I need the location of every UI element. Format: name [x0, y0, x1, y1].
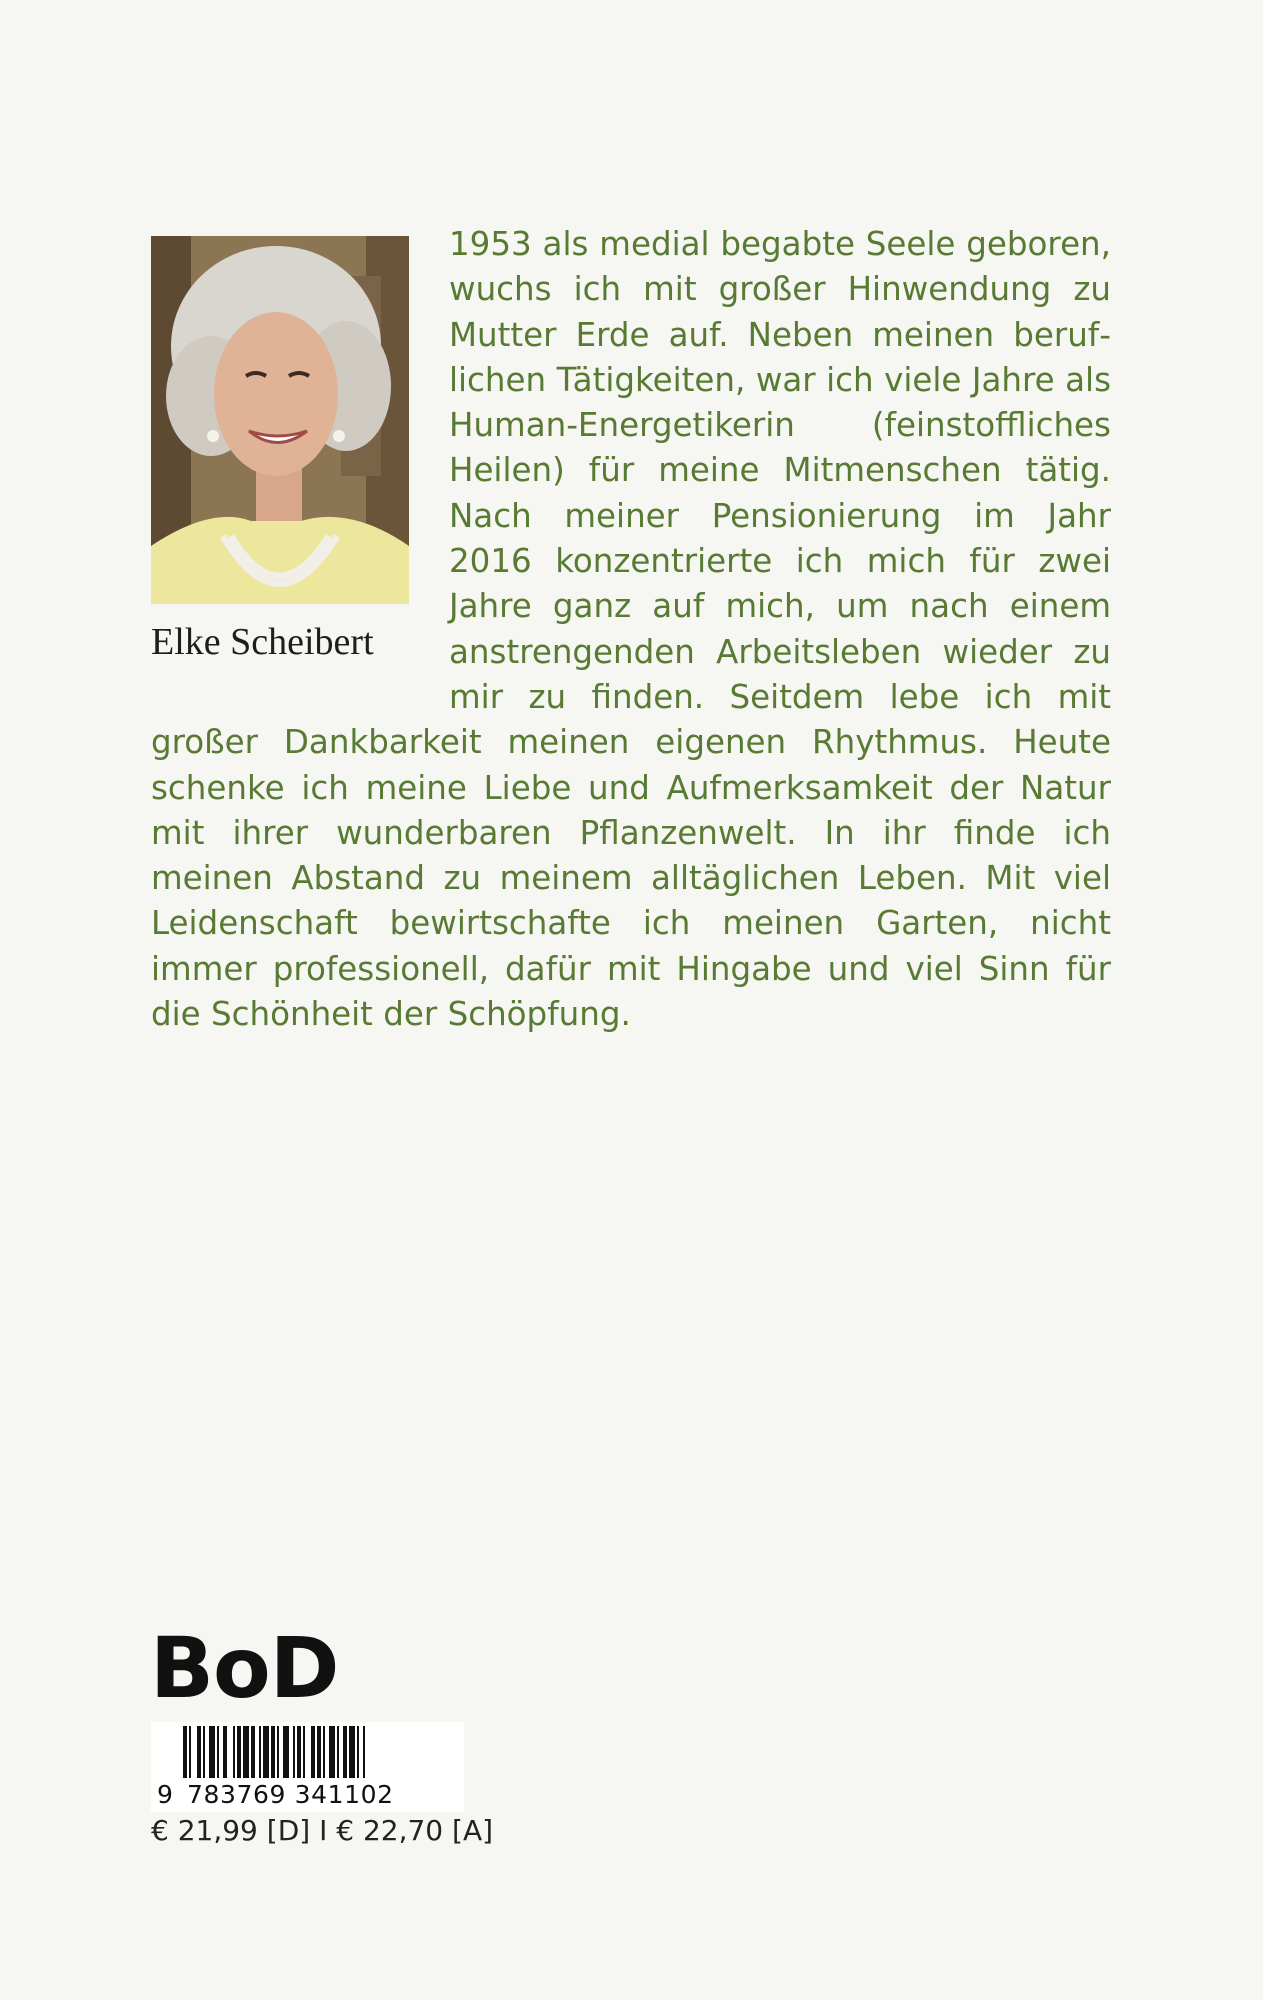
barcode-bar: [189, 1726, 191, 1778]
barcode-bars: [181, 1726, 443, 1778]
isbn-barcode: [151, 1722, 464, 1812]
barcode-bar: [223, 1726, 227, 1778]
barcode-bar: [363, 1726, 365, 1778]
barcode-bar: [237, 1726, 241, 1778]
barcode-bar: [183, 1726, 187, 1778]
author-bio-text: 1953 als medial begabte Seele geboren, wuchs ich mit großer Hinwendung zu Mutter Erde auf. Neben meinen beruflichen Tätigkeiten, war ich viele Jahre als Human-Energetikerin (feinstoffliches Heilen) für meine Mitmenschen tätig. Nach meiner Pensionierung im Jahr 2016 konzentrierte ich mich für zwei Jahre ganz auf mich, um nach einem anstrengenden Arbeitsleben wieder zu mir zu finden. Seitdem lebe ich mit großer Dankbarkeit meinen eigenen Rhythmus. Heute schenke ich meine Liebe und Aufmerksamkeit der Natur mit ihrer wunderbaren Pflanzenwelt. In ihr finde ich meinen Abstand zu meinem alltäglichen Leben. Mit viel Leidenschaft bewirtschafte ich meinen Garten, nicht immer professionell, dafür mit Hingabe und viel Sinn für die Schönheit der Schöpfung.: [151, 225, 1111, 1034]
barcode-bar: [311, 1726, 315, 1778]
barcode-bar: [209, 1726, 215, 1778]
barcode-bar: [271, 1726, 275, 1778]
barcode-bar: [277, 1726, 279, 1778]
barcode-bar: [349, 1726, 355, 1778]
barcode-bar: [329, 1726, 335, 1778]
barcode-bar: [197, 1726, 201, 1778]
photo-spacer: [151, 222, 449, 720]
barcode-bar: [263, 1726, 269, 1778]
publisher-logo: BoD: [150, 1619, 339, 1717]
barcode-bar: [259, 1726, 261, 1778]
barcode-bar: [293, 1726, 295, 1778]
price-label: € 21,99 [D] I € 22,70 [A]: [151, 1814, 494, 1847]
barcode-bar: [323, 1726, 325, 1778]
barcode-bar: [203, 1726, 205, 1778]
barcode-bar: [217, 1726, 219, 1778]
author-name: Elke Scheibert: [151, 621, 374, 663]
barcode-bar: [297, 1726, 301, 1778]
barcode-bar: [243, 1726, 249, 1778]
author-bio: [151, 222, 1111, 1037]
barcode-bar: [233, 1726, 235, 1778]
isbn-digits: 783769 341102: [187, 1780, 394, 1809]
isbn-first-digit: 9: [157, 1780, 174, 1809]
barcode-bar: [357, 1726, 359, 1778]
barcode-bar: [303, 1726, 305, 1778]
barcode-bar: [283, 1726, 289, 1778]
barcode-bar: [337, 1726, 339, 1778]
barcode-bar: [343, 1726, 347, 1778]
barcode-bar: [317, 1726, 321, 1778]
barcode-bar: [251, 1726, 255, 1778]
